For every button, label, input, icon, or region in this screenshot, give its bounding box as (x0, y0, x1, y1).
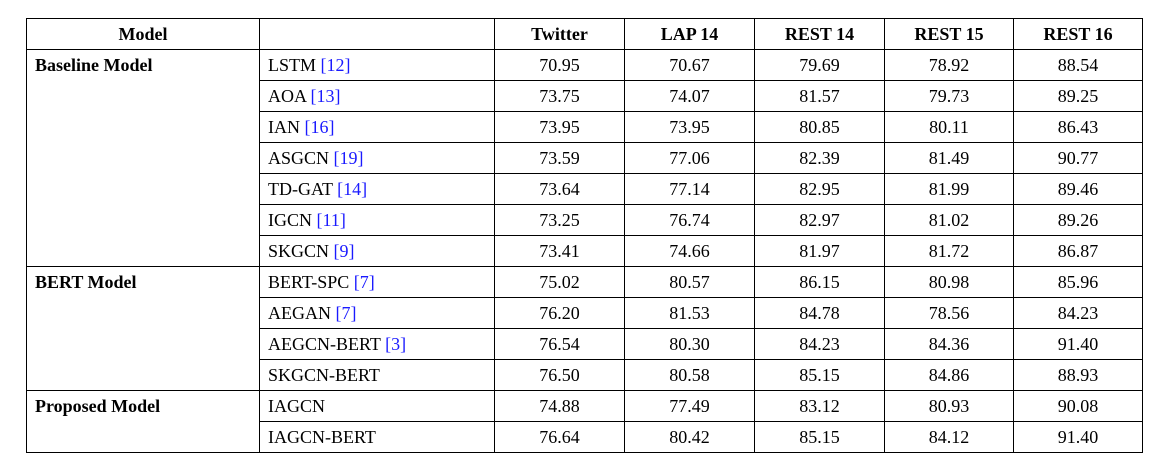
model-cell (260, 360, 495, 391)
score-cell: 73.75 (495, 81, 625, 112)
model-name: AEGAN (268, 303, 331, 323)
citation-link[interactable]: [13] (310, 86, 341, 106)
results-table (26, 18, 1143, 453)
score-cell: 74.07 (625, 81, 755, 112)
model-name: IGCN (268, 210, 312, 230)
score-cell: 74.88 (495, 391, 625, 422)
score-cell: 84.86 (885, 360, 1014, 391)
score-cell: 90.77 (1014, 143, 1143, 174)
score-cell: 76.20 (495, 298, 625, 329)
citation-link[interactable]: [16] (304, 117, 335, 137)
model-cell (260, 391, 495, 422)
group-label: BERT Model (27, 267, 260, 391)
model-name: SKGCN (268, 241, 330, 261)
score-cell: 73.95 (495, 112, 625, 143)
header-rest14: REST 14 (755, 19, 885, 50)
group-label: Baseline Model (27, 50, 260, 267)
score-cell: 88.54 (1014, 50, 1143, 81)
model-cell (260, 143, 495, 174)
model-name: IAN (268, 117, 300, 137)
score-cell: 76.64 (495, 422, 625, 453)
score-cell: 86.43 (1014, 112, 1143, 143)
score-cell: 70.95 (495, 50, 625, 81)
model-name: SKGCN-BERT (268, 365, 380, 385)
group-label: Proposed Model (27, 391, 260, 453)
score-cell: 73.64 (495, 174, 625, 205)
header-twitter: Twitter (495, 19, 625, 50)
model-cell (260, 81, 495, 112)
model-cell (260, 422, 495, 453)
model-name: TD-GAT (268, 179, 333, 199)
model-cell (260, 174, 495, 205)
header-method (260, 19, 495, 50)
score-cell: 80.85 (755, 112, 885, 143)
score-cell: 73.41 (495, 236, 625, 267)
score-cell: 73.25 (495, 205, 625, 236)
score-cell: 89.26 (1014, 205, 1143, 236)
score-cell: 80.57 (625, 267, 755, 298)
score-cell: 79.69 (755, 50, 885, 81)
score-cell: 89.46 (1014, 174, 1143, 205)
model-cell (260, 205, 495, 236)
score-cell: 81.99 (885, 174, 1014, 205)
header-row (27, 19, 1143, 50)
score-cell: 78.92 (885, 50, 1014, 81)
model-name: IAGCN (268, 396, 325, 416)
score-cell: 80.11 (885, 112, 1014, 143)
score-cell: 84.78 (755, 298, 885, 329)
model-cell (260, 267, 495, 298)
header-lap14: LAP 14 (625, 19, 755, 50)
score-cell: 84.12 (885, 422, 1014, 453)
score-cell: 80.93 (885, 391, 1014, 422)
score-cell: 85.15 (755, 360, 885, 391)
header-rest16: REST 16 (1014, 19, 1143, 50)
score-cell: 82.95 (755, 174, 885, 205)
score-cell: 79.73 (885, 81, 1014, 112)
score-cell: 80.98 (885, 267, 1014, 298)
model-cell (260, 236, 495, 267)
table-row (27, 391, 1143, 422)
citation-link[interactable]: [14] (337, 179, 368, 199)
table-row (27, 267, 1143, 298)
model-name: BERT-SPC (268, 272, 350, 292)
model-name: AEGCN-BERT (268, 334, 381, 354)
score-cell: 82.97 (755, 205, 885, 236)
score-cell: 86.15 (755, 267, 885, 298)
model-name: LSTM (268, 55, 317, 75)
score-cell: 82.39 (755, 143, 885, 174)
score-cell: 84.23 (755, 329, 885, 360)
score-cell: 78.56 (885, 298, 1014, 329)
citation-link[interactable]: [7] (335, 303, 357, 323)
score-cell: 81.53 (625, 298, 755, 329)
model-cell (260, 298, 495, 329)
score-cell: 85.15 (755, 422, 885, 453)
model-name: ASGCN (268, 148, 330, 168)
score-cell: 80.42 (625, 422, 755, 453)
score-cell: 76.50 (495, 360, 625, 391)
score-cell: 70.67 (625, 50, 755, 81)
model-cell (260, 112, 495, 143)
citation-link[interactable]: [9] (333, 241, 355, 261)
model-name: AOA (268, 86, 307, 106)
score-cell: 76.54 (495, 329, 625, 360)
table-body (27, 50, 1143, 453)
score-cell: 81.49 (885, 143, 1014, 174)
score-cell: 81.72 (885, 236, 1014, 267)
citation-link[interactable]: [19] (333, 148, 364, 168)
score-cell: 75.02 (495, 267, 625, 298)
model-name: IAGCN-BERT (268, 427, 376, 447)
score-cell: 76.74 (625, 205, 755, 236)
score-cell: 77.49 (625, 391, 755, 422)
score-cell: 77.06 (625, 143, 755, 174)
table-row (27, 50, 1143, 81)
citation-link[interactable]: [7] (353, 272, 375, 292)
score-cell: 74.66 (625, 236, 755, 267)
citation-link[interactable]: [11] (316, 210, 346, 230)
citation-link[interactable]: [12] (320, 55, 351, 75)
score-cell: 86.87 (1014, 236, 1143, 267)
score-cell: 89.25 (1014, 81, 1143, 112)
score-cell: 90.08 (1014, 391, 1143, 422)
score-cell: 81.02 (885, 205, 1014, 236)
score-cell: 80.58 (625, 360, 755, 391)
score-cell: 77.14 (625, 174, 755, 205)
score-cell: 73.59 (495, 143, 625, 174)
score-cell: 84.23 (1014, 298, 1143, 329)
score-cell: 91.40 (1014, 422, 1143, 453)
model-cell (260, 50, 495, 81)
header-model: Model (27, 19, 260, 50)
header-rest15: REST 15 (885, 19, 1014, 50)
table-header (27, 19, 1143, 50)
score-cell: 73.95 (625, 112, 755, 143)
model-cell (260, 329, 495, 360)
score-cell: 83.12 (755, 391, 885, 422)
score-cell: 81.57 (755, 81, 885, 112)
score-cell: 85.96 (1014, 267, 1143, 298)
score-cell: 88.93 (1014, 360, 1143, 391)
score-cell: 84.36 (885, 329, 1014, 360)
score-cell: 91.40 (1014, 329, 1143, 360)
score-cell: 80.30 (625, 329, 755, 360)
score-cell: 81.97 (755, 236, 885, 267)
citation-link[interactable]: [3] (385, 334, 407, 354)
